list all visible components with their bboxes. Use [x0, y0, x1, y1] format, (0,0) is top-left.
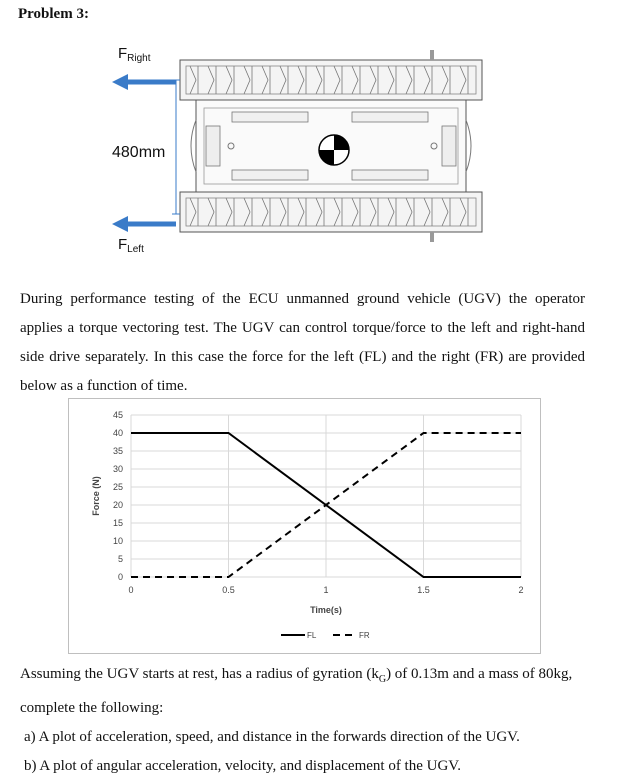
x-tick-label: 1.5	[417, 585, 430, 595]
ugv-figure	[0, 0, 633, 270]
dimension-label: 480mm	[112, 144, 166, 161]
y-tick-label: 0	[117, 572, 123, 582]
ugv-diagram	[0, 0, 633, 270]
top-track	[180, 60, 482, 100]
bottom-track	[180, 192, 482, 232]
task-list	[20, 660, 610, 781]
x-tick-label: 1	[323, 585, 329, 595]
force-right-arrow-icon	[112, 74, 176, 90]
task-item-b: b) A plot of angular acceleration, velocity, and displacement of the UGV.	[24, 758, 461, 774]
task-lead: Assuming the UGV starts at rest, has a radius of gyration $(k_G)$ of 0.13m and a mass of 80kg, complete the following:	[20, 666, 573, 716]
y-tick-label: 25	[112, 482, 123, 492]
force-left-label: $F_{Left}$	[118, 236, 144, 255]
intro-paragraph: During performance testing of the ECU unmanned ground vehicle (UGV) the operator applies a torque vectoring test. The UGV can control torque/force to the left and right-hand side drive separately. In this case the force for the left (FL) and the right (FR) are provided below as a function of time.	[20, 291, 585, 394]
y-axis-title: Force (N)	[91, 476, 101, 516]
force-chart	[68, 398, 541, 654]
y-tick-label: 40	[112, 428, 123, 438]
y-tick-label: 20	[112, 500, 123, 510]
force-right-label: $F_{Right}$	[118, 45, 151, 64]
y-tick-label: 10	[112, 536, 123, 546]
dimension-line	[172, 80, 180, 214]
y-tick-label: 35	[112, 446, 123, 456]
y-tick-label: 45	[112, 410, 123, 420]
task-item-a: a) A plot of acceleration, speed, and distance in the forwards direction of the UGV.	[24, 729, 520, 745]
force-left-arrow-icon	[112, 216, 176, 232]
y-tick-label: 30	[112, 464, 123, 474]
problem-title: Problem 3:	[18, 6, 89, 22]
x-tick-label: 2	[518, 585, 524, 595]
y-tick-label: 5	[117, 554, 123, 564]
y-tick-label: 15	[112, 518, 123, 528]
x-tick-label: 0	[128, 585, 134, 595]
force-chart-svg	[69, 399, 540, 653]
legend-label-fr: FR	[359, 631, 370, 640]
x-axis-title: Time(s)	[310, 605, 342, 615]
center-of-gravity-icon	[319, 135, 349, 165]
x-tick-label: 0.5	[222, 585, 235, 595]
legend-label-fl: FL	[307, 631, 317, 640]
